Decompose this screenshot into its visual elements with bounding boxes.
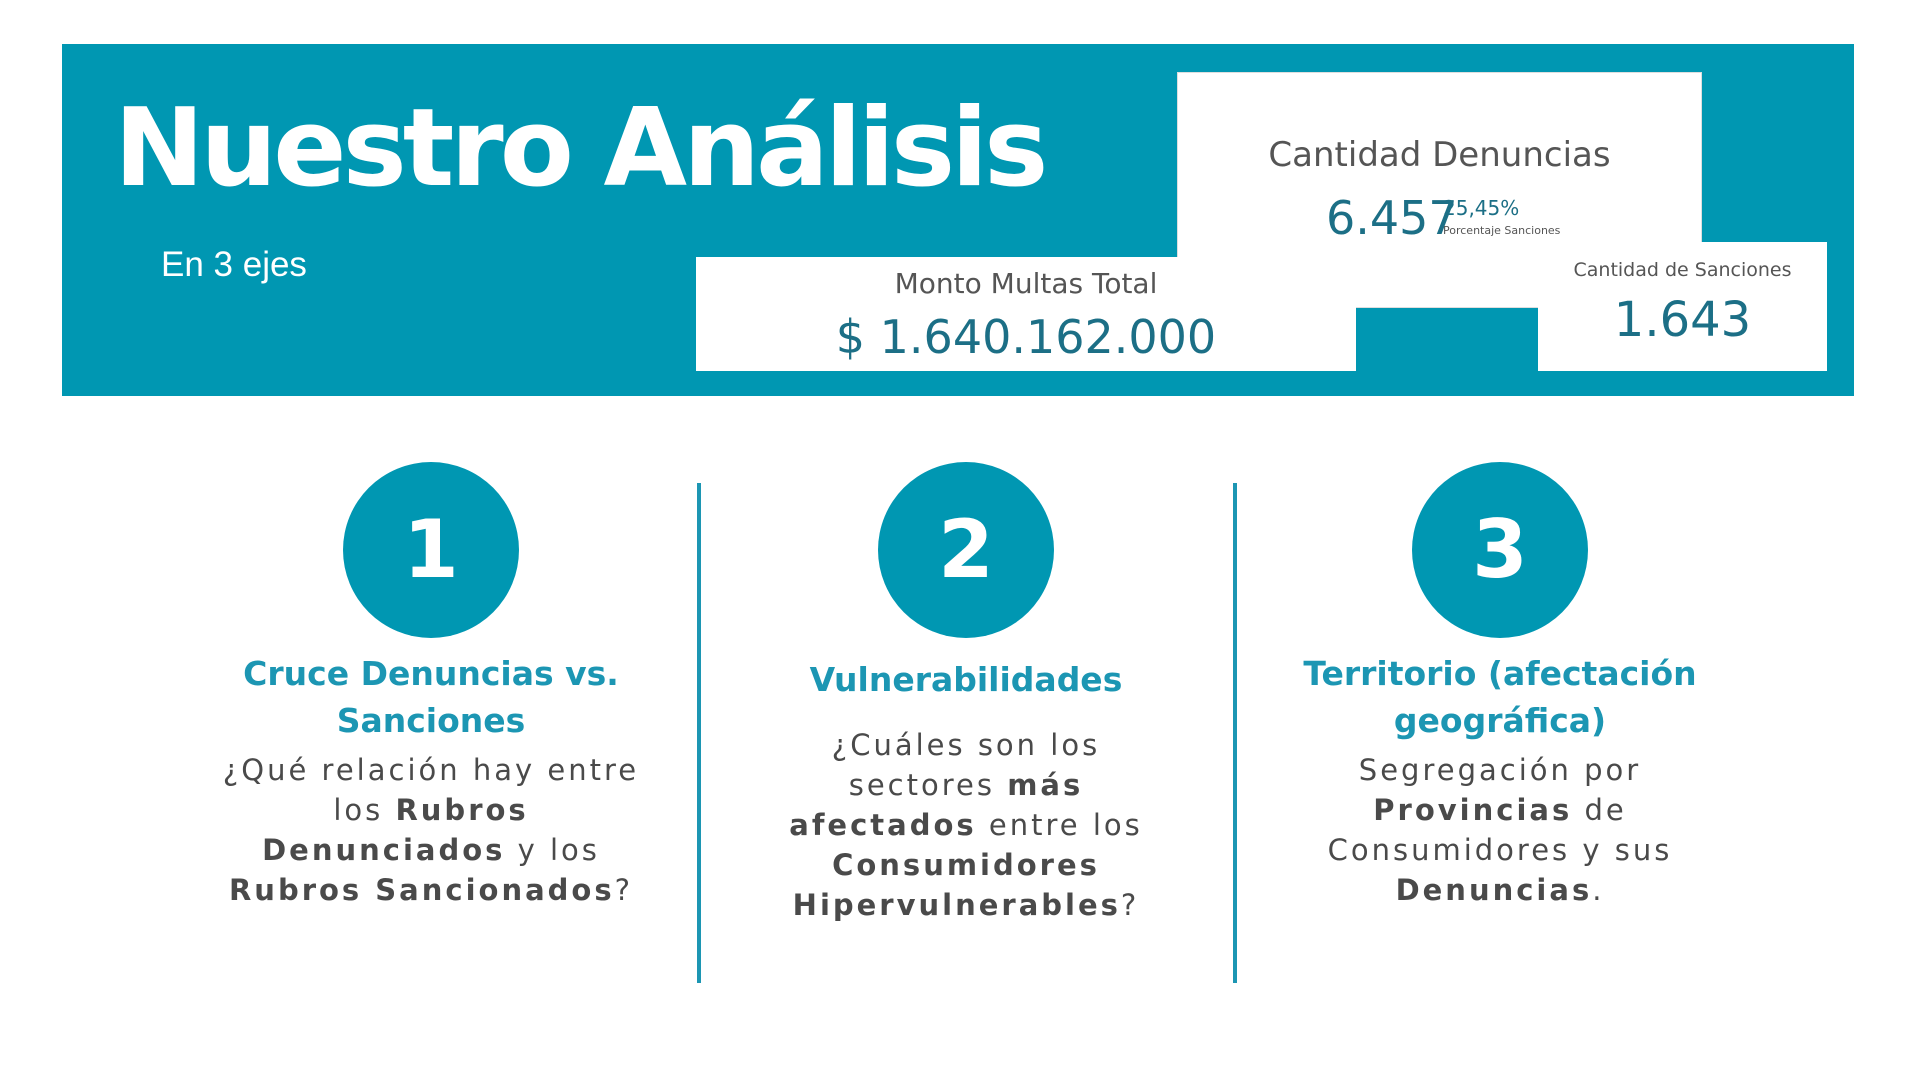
- kpi-percent: 25,45%: [1443, 196, 1520, 220]
- desc-text: Segregación por: [1358, 753, 1642, 787]
- desc-bold: afectados: [789, 808, 977, 842]
- column-divider: [697, 483, 701, 983]
- axis-3: [1250, 462, 1750, 910]
- axis-title: [1250, 650, 1750, 744]
- axis-2: [716, 462, 1216, 925]
- axis-title: [716, 656, 1216, 703]
- kpi-label: Monto Multas Total: [894, 267, 1158, 300]
- axis-description: [181, 750, 681, 910]
- page-subtitle: En 3 ejes: [161, 245, 307, 284]
- kpi-value: 6.457: [1326, 191, 1458, 245]
- desc-text: Consumidores y sus: [1327, 833, 1673, 867]
- desc-text: ¿Cuáles son los: [831, 728, 1101, 762]
- desc-text: y los: [505, 833, 600, 867]
- kpi-percent-label: Porcentaje Sanciones: [1443, 224, 1561, 237]
- axis-title-line: Vulnerabilidades: [809, 660, 1123, 699]
- axis-1: [181, 462, 681, 910]
- page-title: Nuestro Análisis: [114, 86, 1045, 211]
- kpi-value: 1.643: [1613, 292, 1752, 348]
- kpi-card-sanciones: [1538, 242, 1827, 371]
- axis-title-line: Sanciones: [336, 701, 526, 740]
- axis-title-line: Territorio (afectación: [1303, 654, 1697, 693]
- desc-bold: Rubros: [395, 793, 529, 827]
- axis-title-line: Cruce Denuncias vs.: [243, 654, 619, 693]
- column-divider: [1233, 483, 1237, 983]
- desc-bold: Consumidores: [832, 848, 1100, 882]
- desc-text: los: [333, 793, 396, 827]
- desc-bold: Rubros Sancionados: [228, 873, 615, 907]
- axis-number-circle: 1: [343, 462, 519, 638]
- axis-number-circle: 2: [878, 462, 1054, 638]
- axis-title: [181, 650, 681, 744]
- kpi-card-monto: [696, 257, 1356, 371]
- axis-description: [1250, 750, 1750, 910]
- kpi-value: $ 1.640.162.000: [835, 310, 1217, 364]
- desc-bold: Hipervulnerables: [792, 888, 1121, 922]
- kpi-label: Cantidad Denuncias: [1268, 135, 1611, 175]
- desc-bold: Provincias: [1373, 793, 1573, 827]
- desc-text: ?: [614, 873, 634, 907]
- desc-bold: más: [1007, 768, 1084, 802]
- axis-description: [716, 725, 1216, 925]
- desc-text: de: [1572, 793, 1627, 827]
- desc-text: entre los: [976, 808, 1143, 842]
- desc-bold: Denunciados: [262, 833, 506, 867]
- desc-bold: Denuncias: [1395, 873, 1593, 907]
- desc-text: .: [1592, 873, 1605, 907]
- desc-text: sectores: [848, 768, 1008, 802]
- desc-text: ?: [1120, 888, 1140, 922]
- desc-text: ¿Qué relación hay entre: [222, 753, 640, 787]
- axis-number-circle: 3: [1412, 462, 1588, 638]
- kpi-label: Cantidad de Sanciones: [1573, 259, 1792, 281]
- axis-title-line: geográfica): [1393, 701, 1607, 740]
